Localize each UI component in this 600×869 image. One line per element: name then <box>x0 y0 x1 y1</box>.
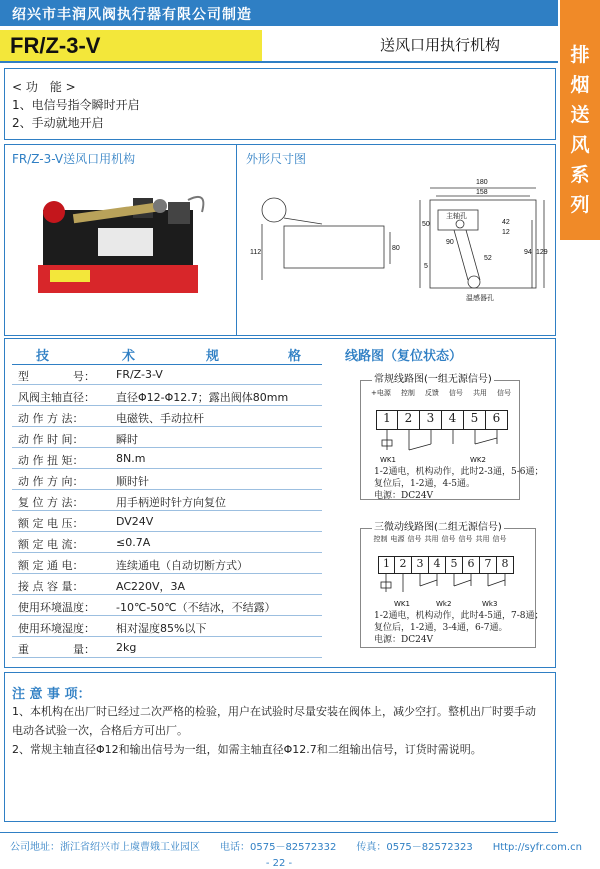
dim-90: 90 <box>446 239 454 246</box>
dim-112: 112 <box>250 249 262 256</box>
terminal: 5 <box>464 410 486 430</box>
side-char: 排 <box>570 44 590 66</box>
dim-129: 129 <box>536 249 548 256</box>
spec-value: 2kg <box>116 641 137 654</box>
notes-title: 注 意 事 项： <box>12 687 91 702</box>
spec-heading <box>12 345 322 363</box>
wiring-note-line: 1-2通电，机构动作，此时4-5通，7-8通； <box>374 611 544 621</box>
terminal: 4 <box>429 556 446 574</box>
header-bar <box>0 0 558 26</box>
dim-94: 94 <box>524 249 532 256</box>
dims-title: 外形尺寸图 <box>246 152 307 166</box>
terminal-labels <box>372 534 532 554</box>
product-photo <box>38 170 208 300</box>
terminal-label: 电源 <box>390 535 405 543</box>
spec-key: 使用环境湿度： <box>18 622 95 635</box>
spec-row <box>12 617 322 637</box>
terminal-label: +电源 <box>371 389 391 397</box>
terminal: 7 <box>480 556 497 574</box>
function-title: < 功 能 > <box>12 80 76 94</box>
wiring-title: 线路图（复位状态） <box>345 349 463 364</box>
spec-key: 额 定 电 流： <box>18 538 84 551</box>
box-divider <box>236 144 237 336</box>
company-name: 绍兴市丰润风阀执行器有限公司制造 <box>12 7 252 23</box>
side-char: 系 <box>570 164 590 186</box>
terminal-label: 反馈 <box>424 389 439 397</box>
spec-value: DV24V <box>116 515 154 528</box>
function-item: 1、电信号指令瞬时开启 <box>12 98 140 112</box>
wiring-subtitle: 常规线路图(一组无源信号) <box>372 370 494 385</box>
spec-key: 动 作 方 法： <box>18 412 84 425</box>
wiring-note <box>374 466 543 502</box>
spec-row <box>12 449 322 469</box>
terminal: 6 <box>486 410 508 430</box>
dim-42: 42 <box>502 219 510 226</box>
spec-row <box>12 386 322 406</box>
spec-heading-char: 格 <box>288 349 302 364</box>
spec-value: 电磁铁、手动拉杆 <box>116 412 204 425</box>
side-tab <box>560 0 600 240</box>
wiring-subtitle: 三微动线路图(二组无源信号) <box>372 518 504 533</box>
wiring-lines-2 <box>378 574 518 600</box>
spec-key: 风阀主轴直径： <box>18 391 95 404</box>
spec-row <box>12 407 322 427</box>
terminal-label: 信号 <box>407 535 422 543</box>
spec-value: 瞬时 <box>116 433 138 446</box>
terminal-block <box>376 410 508 430</box>
temp-hole-label: 温感器孔 <box>466 295 494 302</box>
spec-key: 重 量： <box>18 643 95 656</box>
terminal-label: 共用 <box>424 535 439 543</box>
terminal: 4 <box>442 410 464 430</box>
dim-180: 180 <box>476 179 488 186</box>
side-char: 烟 <box>570 74 590 96</box>
terminal-label: 信号 <box>492 535 507 543</box>
wiring-note-line: 电源：DC24V <box>374 491 434 501</box>
terminal: 6 <box>463 556 480 574</box>
spec-key: 额 定 通 电： <box>18 559 84 572</box>
spec-key: 使用环境温度： <box>18 601 95 614</box>
spec-row <box>12 533 322 553</box>
spec-value: AC220V，3A <box>116 580 186 593</box>
terminal-label: 控制 <box>373 535 388 543</box>
terminal-label: 共用 <box>475 535 490 543</box>
spec-value: 顺时针 <box>116 475 149 488</box>
spec-value: 用手柄逆时针方向复位 <box>116 496 226 509</box>
terminal: 8 <box>497 556 514 574</box>
wiring-note-line: 1-2通电，机构动作，此时2-3通，5-6通； <box>374 467 544 477</box>
spec-row <box>12 575 322 595</box>
note-line: 1、本机构在出厂时已经过二次严格的检验，用户在试验时尽量安装在阀体上，减少空打。整机出厂时要手动 <box>12 705 536 718</box>
side-char: 风 <box>570 134 590 156</box>
spec-row <box>12 596 322 616</box>
terminal: 1 <box>376 410 398 430</box>
switch-label: Wk2 <box>436 600 452 608</box>
shaft-hole-label: 主轴孔 <box>446 213 467 220</box>
dim-12: 12 <box>502 229 510 236</box>
terminal: 3 <box>420 410 442 430</box>
dim-5: 5 <box>424 263 428 270</box>
spec-value: 连续通电（自动切断方式） <box>116 559 248 572</box>
terminal-label: 控制 <box>400 389 415 397</box>
spec-row <box>12 491 322 511</box>
terminal: 2 <box>395 556 412 574</box>
spec-value: -10℃-50℃（不结冰，不结露） <box>116 601 276 614</box>
footer-rule <box>0 832 558 833</box>
switch-label: WK2 <box>470 456 486 464</box>
dim-52: 52 <box>484 255 492 262</box>
spec-value: 相对湿度85%以下 <box>116 622 207 635</box>
model-number: FR/Z-3-V <box>10 33 101 58</box>
spec-key: 动 作 方 向： <box>18 475 84 488</box>
switch-label: WK1 <box>394 600 410 608</box>
terminal-label: 信号 <box>448 389 463 397</box>
side-char: 送 <box>570 104 590 126</box>
spec-value: 直径Φ12-Φ12.7；露出阀体80mm <box>116 391 289 404</box>
side-tab-text <box>560 40 600 220</box>
terminal: 2 <box>398 410 420 430</box>
spec-row <box>12 638 322 658</box>
wiring-lines-1 <box>376 430 516 458</box>
spec-heading-char: 技 <box>36 349 50 364</box>
spec-key: 型 号： <box>18 370 95 383</box>
switch-label: Wk3 <box>482 600 498 608</box>
spec-key: 额 定 电 压： <box>18 517 84 530</box>
photo-title: FR/Z-3-V送风口用机构 <box>12 152 136 166</box>
note-line: 2、常规主轴直径Φ12和输出信号为一组，如需主轴直径Φ12.7和二组输出信号，订货时需说明。 <box>12 743 482 756</box>
function-item: 2、手动就地开启 <box>12 116 104 130</box>
wiring-note <box>374 610 543 646</box>
terminal: 1 <box>378 556 395 574</box>
dim-80: 80 <box>392 245 400 252</box>
terminal-block <box>378 556 514 574</box>
spec-row <box>12 512 322 532</box>
spec-row <box>12 365 322 385</box>
spec-value: ≤0.7A <box>116 536 151 549</box>
terminal-label: 信号 <box>458 535 473 543</box>
dim-50: 50 <box>422 221 430 228</box>
page-number: - 22 - <box>265 858 293 869</box>
header-divider <box>0 61 558 63</box>
wiring-note-line: 复位后，1-2通，4-5通。 <box>374 479 475 489</box>
spec-key: 动 作 扭 矩： <box>18 454 84 467</box>
terminal: 5 <box>446 556 463 574</box>
footer-contact: 公司地址：浙江省绍兴市上虞曹娥工业园区 电话：0575－82572332 传真：0575－82572323 Http://syfr.com.cn <box>10 842 582 853</box>
spec-row <box>12 470 322 490</box>
switch-label: WK1 <box>380 456 396 464</box>
terminal-labels <box>366 388 516 400</box>
dimension-drawing <box>240 170 552 332</box>
terminal-label: 共用 <box>472 389 487 397</box>
terminal-label: 信号 <box>441 535 456 543</box>
side-char: 列 <box>570 194 590 216</box>
terminal: 3 <box>412 556 429 574</box>
spec-key: 复 位 方 法： <box>18 496 84 509</box>
wiring-note-line: 电源：DC24V <box>374 635 434 645</box>
terminal-label: 信号 <box>496 389 511 397</box>
spec-row <box>12 428 322 448</box>
note-line: 电动各试验一次，合格后方可出厂。 <box>12 724 188 737</box>
spec-row <box>12 554 322 574</box>
spec-heading-char: 术 <box>122 349 136 364</box>
model-banner <box>0 30 262 62</box>
spec-heading-char: 规 <box>206 349 220 364</box>
wiring-note-line: 复位后，1-2通，3-4通，6-7通。 <box>374 623 508 633</box>
dim-158: 158 <box>476 189 488 196</box>
spec-key: 动 作 时 间： <box>18 433 84 446</box>
spec-key: 接 点 容 量： <box>18 580 84 593</box>
product-title: 送风口用执行机构 <box>380 36 501 54</box>
spec-value: 8N.m <box>116 452 146 465</box>
spec-value: FR/Z-3-V <box>116 368 163 381</box>
